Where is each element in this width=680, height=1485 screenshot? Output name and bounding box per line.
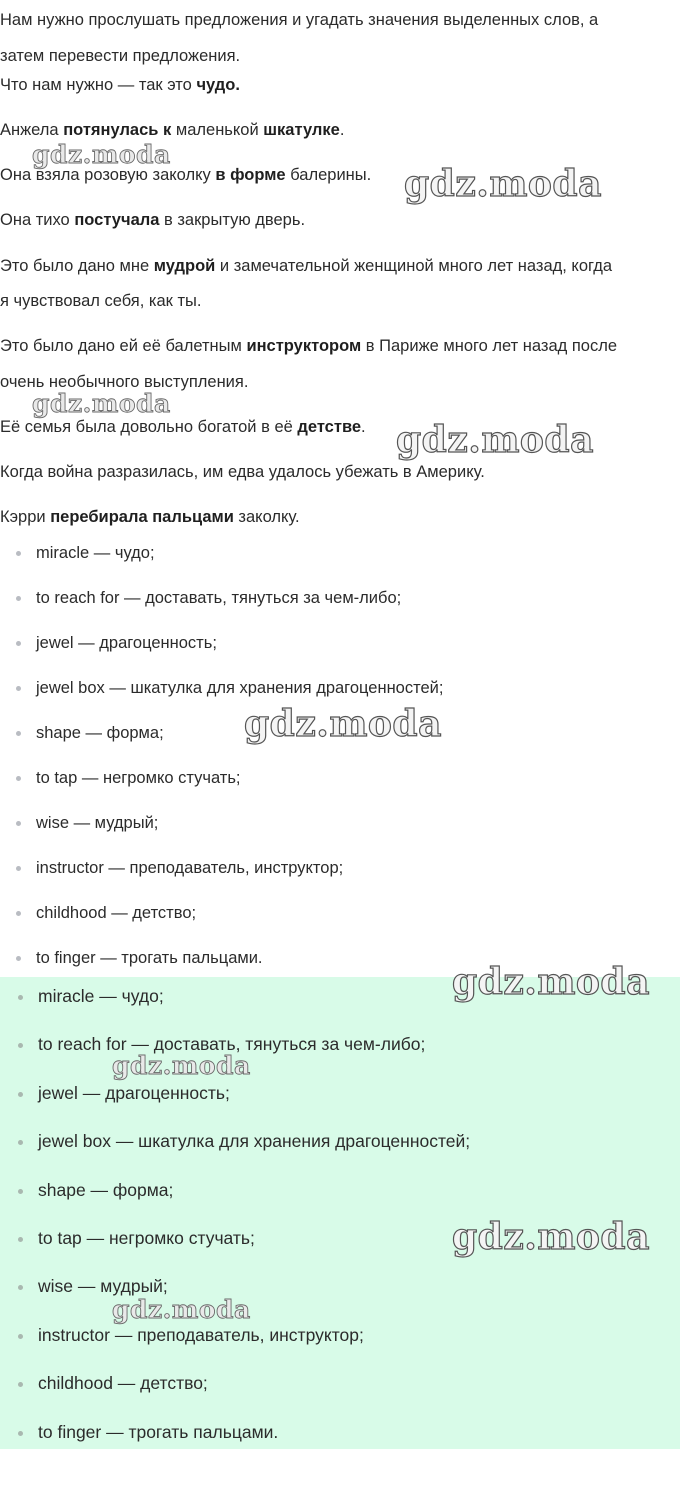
bullet-icon xyxy=(18,1382,23,1387)
highlighted-word: шкатулке xyxy=(263,121,340,139)
sentence-text: Это было дано ей её балетным xyxy=(0,337,247,355)
sentence-3 xyxy=(0,157,371,193)
sentence-5-line-2: я чувствовал себя, как ты. xyxy=(0,292,202,310)
watermark-logo: gdz.moda xyxy=(404,163,602,205)
bullet-icon xyxy=(16,686,21,691)
highlighted-word: постучала xyxy=(74,211,160,229)
bullet-icon xyxy=(16,551,21,556)
vocab-entry: shape — форма; xyxy=(38,1180,174,1200)
watermark-logo: gdz.moda xyxy=(452,961,650,1003)
sentence-text: Она тихо xyxy=(0,211,75,229)
sentence-text: . xyxy=(339,121,345,139)
sentence-8: Когда война разразилась, им едва удалось убежать в Америку. xyxy=(0,463,485,481)
sentence-7 xyxy=(0,409,366,445)
vocab-entry: instructor — преподаватель, инструктор; xyxy=(38,1325,364,1345)
sentence-text: заколку. xyxy=(233,508,300,526)
vocab-entry: jewel box — шкатулка для хранения драгоценностей; xyxy=(38,1131,471,1151)
vocab-entry: miracle — чудо; xyxy=(36,544,155,562)
bullet-icon xyxy=(18,1092,23,1097)
vocab-entry: to tap — негромко стучать; xyxy=(38,1228,255,1248)
bullet-icon xyxy=(18,1140,23,1145)
sentence-2 xyxy=(0,112,344,148)
vocab-entry: instructor — преподаватель, инструктор; xyxy=(36,859,344,877)
bullet-icon xyxy=(16,641,21,646)
vocab-entry: to tap — негромко стучать; xyxy=(36,769,241,787)
sentence-5 xyxy=(0,248,612,284)
bullet-icon xyxy=(16,821,21,826)
watermark-logo: gdz.moda xyxy=(244,703,442,745)
sentence-text: Анжела xyxy=(0,121,64,139)
highlighted-word: чудо. xyxy=(196,76,240,94)
bullet-icon xyxy=(16,911,21,916)
vocab-entry: childhood — детство; xyxy=(38,1373,208,1393)
watermark-logo: gdz.moda xyxy=(112,1295,251,1324)
highlighted-word: потянулась к xyxy=(63,121,172,139)
watermark-logo: gdz.moda xyxy=(32,140,171,169)
vocab-entry: wise — мудрый; xyxy=(36,814,159,832)
highlighted-word: мудрой xyxy=(153,257,216,275)
sentence-6 xyxy=(0,328,617,364)
highlighted-word: перебирала пальцами xyxy=(50,508,234,526)
sentence-text: в закрытую дверь. xyxy=(159,211,306,229)
bullet-icon xyxy=(18,1334,23,1339)
vocab-entry: to finger — трогать пальцами. xyxy=(38,1422,279,1442)
vocab-entry: jewel box — шкатулка для хранения драгоценностей; xyxy=(36,679,444,697)
vocab-entry: jewel — драгоценность; xyxy=(36,634,217,652)
highlighted-word: в форме xyxy=(215,166,286,184)
vocab-entry: childhood — детство; xyxy=(36,904,197,922)
sentence-9 xyxy=(0,499,300,535)
bullet-icon xyxy=(16,731,21,736)
sentence-1 xyxy=(0,67,240,103)
sentence-text: . xyxy=(361,418,366,436)
vocab-entry: shape — форма; xyxy=(36,724,164,742)
bullet-icon xyxy=(18,1043,23,1048)
sentence-text: Что нам нужно — так это xyxy=(0,76,197,94)
bullet-icon xyxy=(16,866,21,871)
bullet-icon xyxy=(18,1431,23,1436)
bullet-icon xyxy=(18,995,23,1000)
vocab-entry: to reach for — доставать, тянуться за чем-либо; xyxy=(38,1034,426,1054)
sentence-6-line-2: очень необычного выступления. xyxy=(0,373,249,391)
sentence-text: Это было дано мне xyxy=(0,257,154,275)
bullet-icon xyxy=(18,1285,23,1290)
vocab-entry: to reach for — доставать, тянуться за чем-либо; xyxy=(36,589,402,607)
bullet-icon xyxy=(18,1189,23,1194)
intro-line-1: Нам нужно прослушать предложения и угадать значения выделенных слов, а xyxy=(0,11,599,29)
vocab-entry: to finger — трогать пальцами. xyxy=(36,949,263,967)
watermark-logo: gdz.moda xyxy=(112,1051,251,1080)
sentence-4 xyxy=(0,202,305,238)
watermark-logo: gdz.moda xyxy=(452,1216,650,1258)
sentence-text: балерины. xyxy=(285,166,372,184)
bullet-icon xyxy=(16,776,21,781)
bullet-icon xyxy=(18,1237,23,1242)
vocab-entry: miracle — чудо; xyxy=(38,986,164,1006)
vocab-entry: wise — мудрый; xyxy=(38,1276,168,1296)
highlighted-word: детстве xyxy=(297,418,362,436)
sentence-text: Кэрри xyxy=(0,508,51,526)
highlighted-vocabulary-block xyxy=(0,977,680,1449)
bullet-icon xyxy=(16,596,21,601)
sentence-text: маленькой xyxy=(171,121,264,139)
intro-line-2: затем перевести предложения. xyxy=(0,47,241,65)
bullet-icon xyxy=(16,956,21,961)
vocab-entry: jewel — драгоценность; xyxy=(38,1083,230,1103)
sentence-text: в Париже много лет назад после xyxy=(361,337,618,355)
sentence-text: Её семья была довольно богатой в её xyxy=(0,418,298,436)
sentence-text: и замечательной женщиной много лет назад, когда xyxy=(215,257,613,275)
watermark-logo: gdz.moda xyxy=(32,389,171,418)
sentence-text: Она взяла розовую заколку xyxy=(0,166,216,184)
highlighted-word: инструктором xyxy=(246,337,362,355)
watermark-logo: gdz.moda xyxy=(396,419,594,461)
